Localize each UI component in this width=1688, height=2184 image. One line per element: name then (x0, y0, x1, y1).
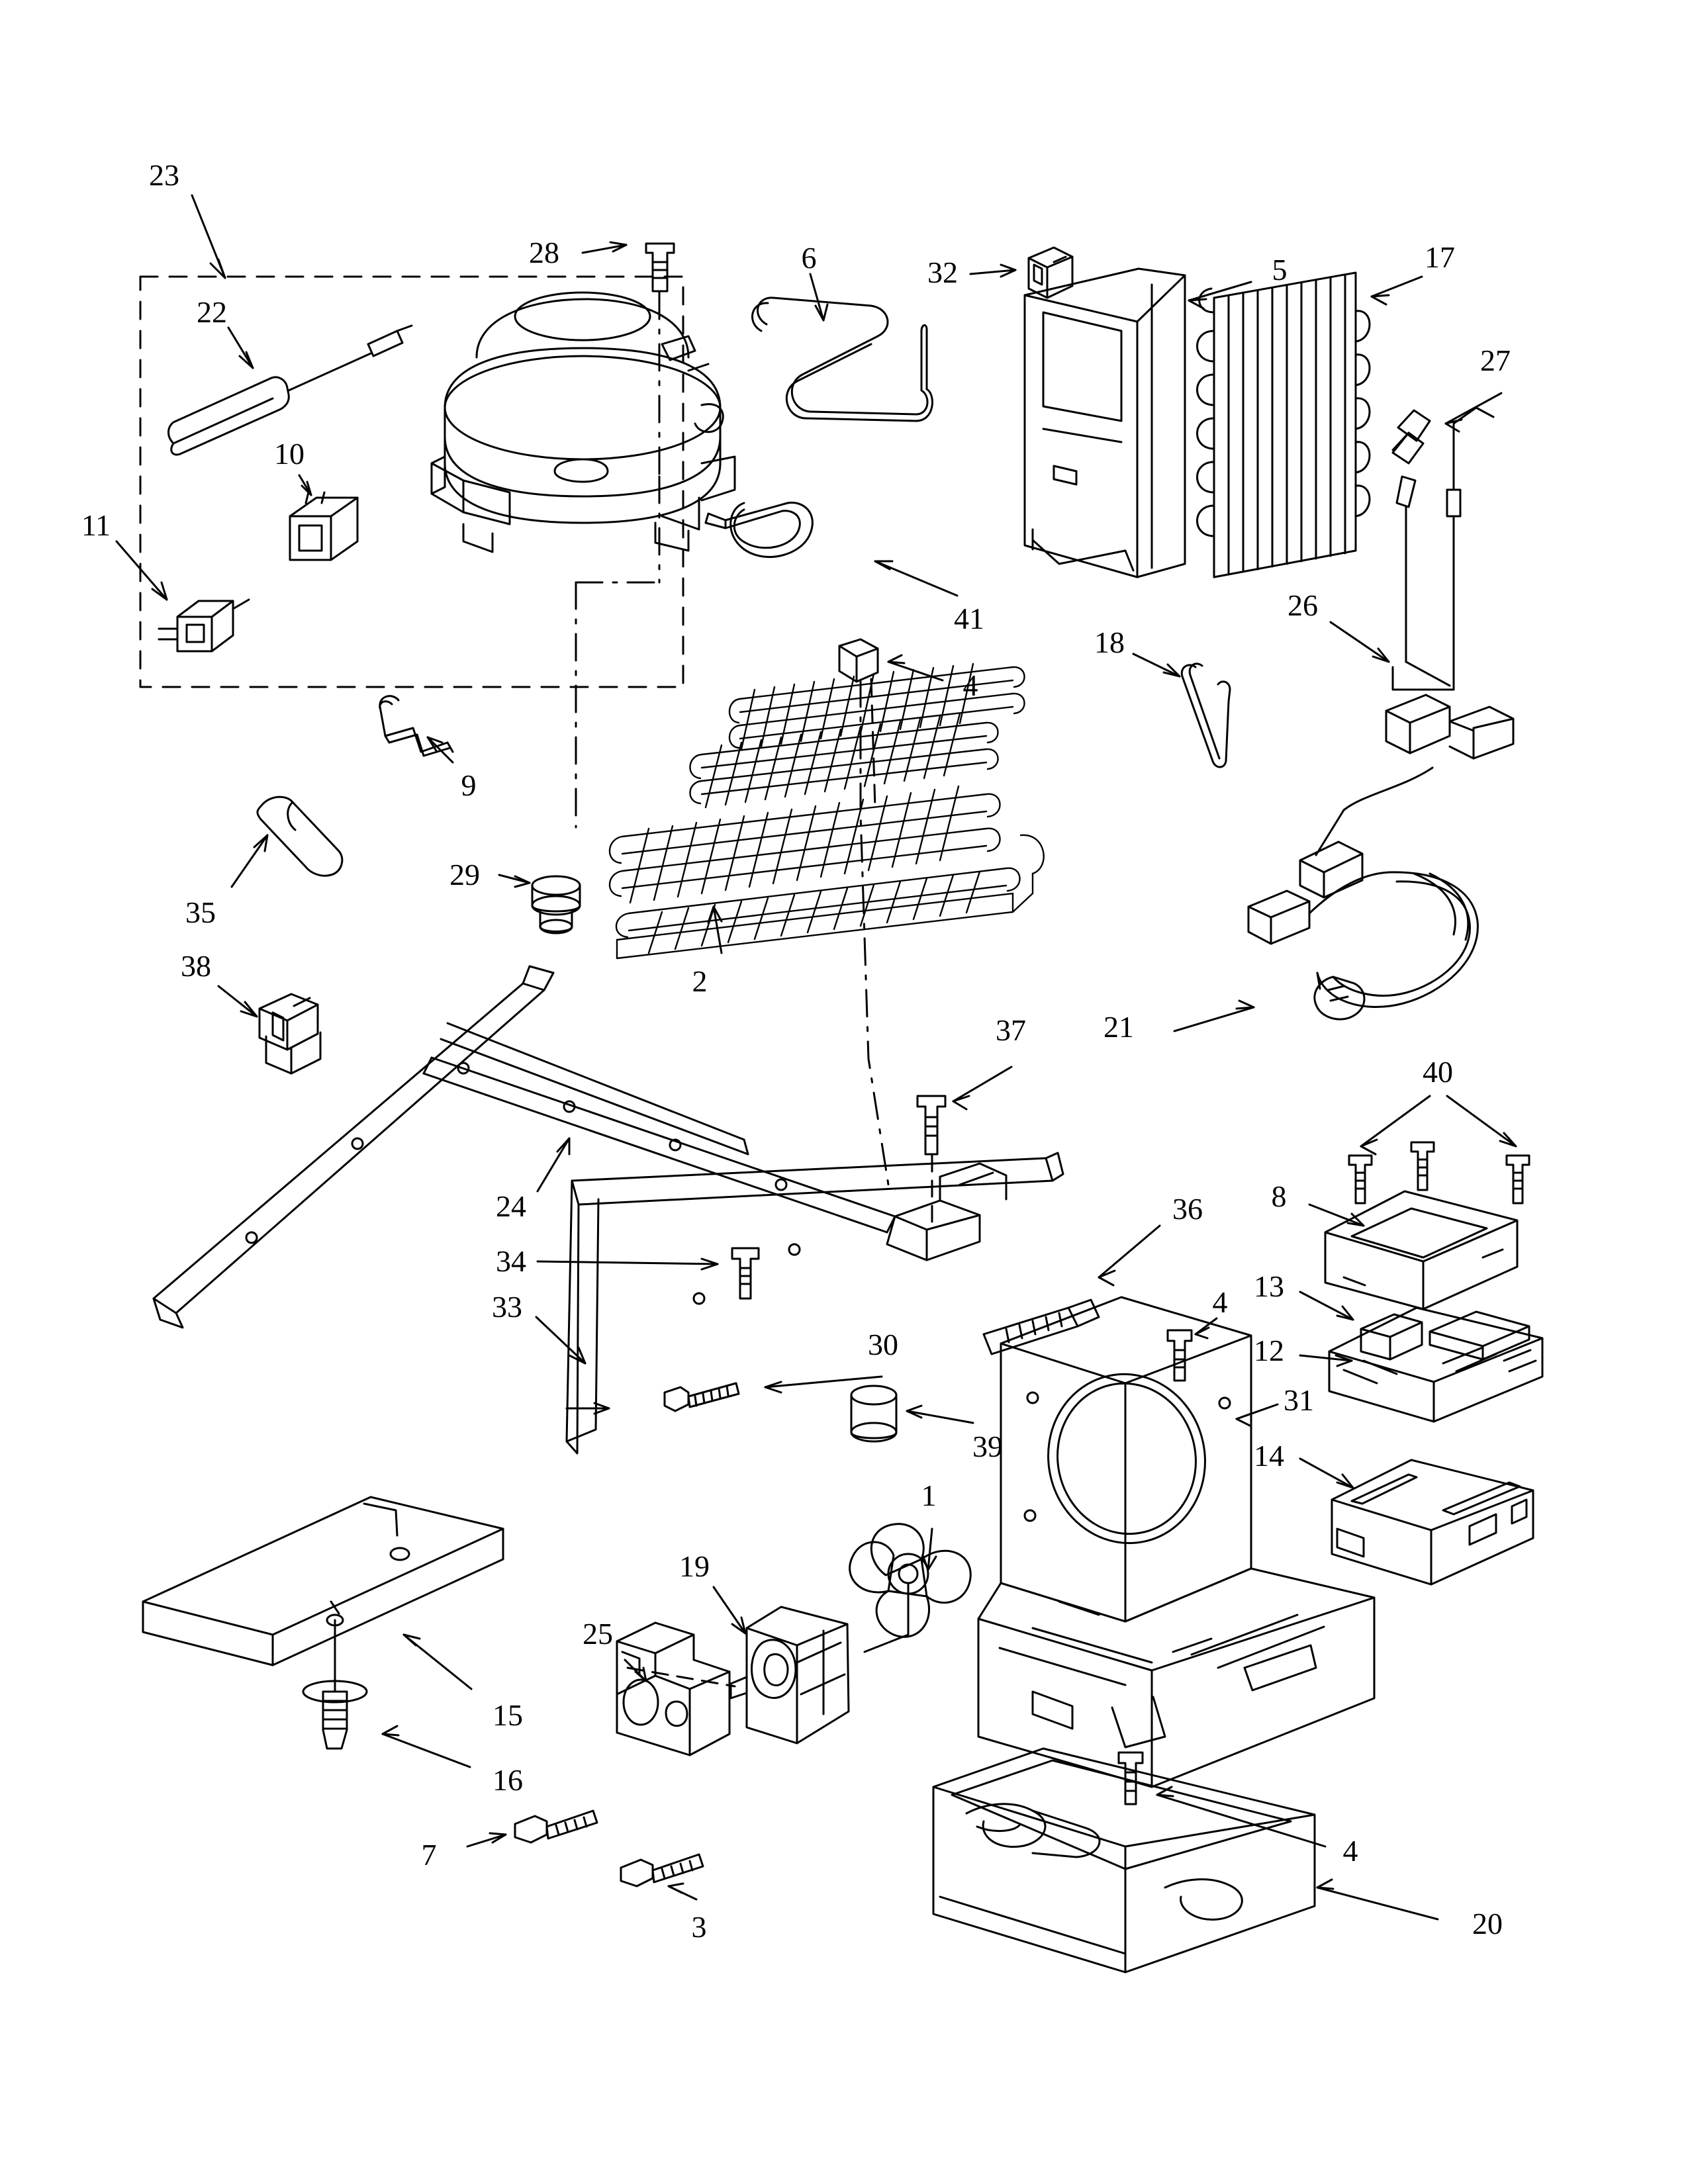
callout-18: 18 (1094, 625, 1125, 659)
callout-30: 30 (868, 1328, 898, 1361)
callout-15: 15 (492, 1698, 523, 1732)
callout-8: 8 (1271, 1179, 1287, 1213)
callout-39: 39 (972, 1430, 1003, 1463)
callout-19: 19 (679, 1549, 710, 1583)
callout-2: 2 (692, 964, 708, 998)
callout-4-drain-pan: 4 (1342, 1834, 1358, 1868)
callout-23: 23 (149, 158, 179, 192)
callout-14: 14 (1254, 1439, 1284, 1473)
callout-25: 25 (583, 1617, 613, 1651)
callout-7: 7 (421, 1838, 437, 1872)
callout-33: 33 (492, 1290, 522, 1324)
callout-4-housing: 4 (1212, 1285, 1228, 1319)
callout-16: 16 (492, 1763, 523, 1797)
callout-22: 22 (197, 295, 227, 329)
callout-29: 29 (449, 858, 480, 891)
callout-24: 24 (496, 1189, 526, 1223)
callout-3: 3 (691, 1910, 707, 1944)
callout-10: 10 (274, 437, 305, 471)
callout-9: 9 (461, 768, 477, 802)
callout-35: 35 (185, 895, 216, 929)
callout-11: 11 (81, 508, 111, 542)
callout-20: 20 (1472, 1907, 1503, 1940)
callout-27: 27 (1480, 343, 1511, 377)
callout-38: 38 (181, 949, 211, 983)
callout-6: 6 (801, 241, 817, 275)
callout-37: 37 (996, 1013, 1026, 1047)
callout-40: 40 (1423, 1055, 1453, 1089)
callout-12: 12 (1254, 1334, 1284, 1367)
callout-21: 21 (1103, 1010, 1134, 1044)
callout-41: 41 (954, 602, 984, 635)
callout-34: 34 (496, 1244, 526, 1278)
callout-1: 1 (921, 1479, 937, 1512)
callout-36: 36 (1172, 1192, 1203, 1226)
callout-31: 31 (1284, 1383, 1314, 1417)
callout-26: 26 (1288, 588, 1318, 622)
callout-13: 13 (1254, 1269, 1284, 1303)
callout-5: 5 (1272, 253, 1288, 287)
callout-32: 32 (927, 255, 958, 289)
callout-4-evaporator: 4 (962, 668, 978, 702)
callout-17: 17 (1425, 240, 1455, 274)
callout-28: 28 (529, 236, 559, 269)
